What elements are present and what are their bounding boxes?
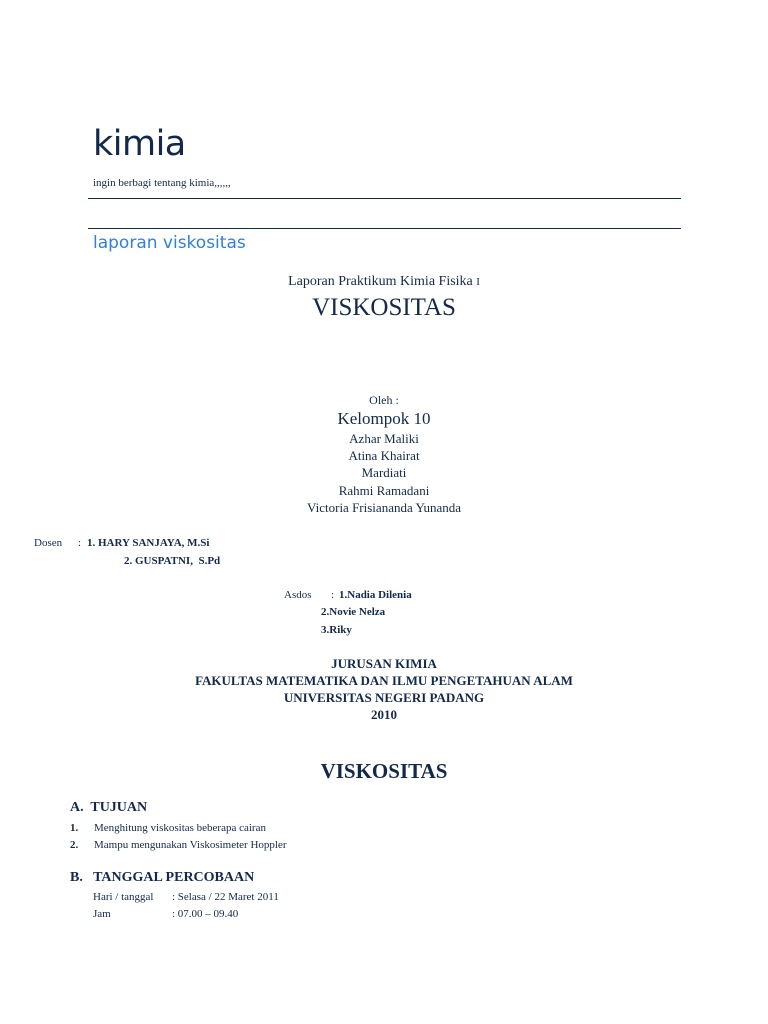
report-label-text: Laporan Praktikum Kimia Fisika bbox=[288, 274, 473, 289]
tanggal-row-2-value: : 07.00 – 09.40 bbox=[172, 908, 239, 920]
member-4: Rahmi Ramadani bbox=[338, 483, 430, 498]
tujuan-item-1-number: 1. bbox=[70, 822, 79, 834]
post-title[interactable]: laporan viskositas bbox=[93, 233, 246, 253]
tanggal-row-2-label: Jam bbox=[93, 908, 111, 920]
tujuan-heading: A. TUJUAN bbox=[70, 800, 148, 815]
tanggal-row-1-label: Hari / tanggal bbox=[93, 891, 154, 903]
member-5: Victoria Frisiananda Yunanda bbox=[307, 500, 461, 515]
tujuan-item-2 bbox=[70, 839, 287, 851]
institution-year: 2010 bbox=[371, 707, 397, 722]
tanggal-heading: B. TANGGAL PERCOBAAN bbox=[70, 870, 255, 885]
group-name: Kelompok 10 bbox=[337, 409, 431, 428]
member-2: Atina Khairat bbox=[348, 448, 420, 463]
member-3: Mardiati bbox=[361, 465, 407, 480]
section-title: VISKOSITAS bbox=[320, 759, 448, 783]
asdos-label: Asdos bbox=[284, 589, 312, 601]
dosen-label: Dosen bbox=[34, 537, 63, 549]
member-1: Azhar Maliki bbox=[349, 431, 419, 446]
blog-tagline: ingin berbagi tentang kimia,,,,,, bbox=[93, 177, 231, 189]
dosen-2: 2. GUSPATNI, S.Pd bbox=[124, 555, 221, 567]
header-divider-top bbox=[88, 198, 681, 199]
institution-block bbox=[0, 655, 768, 723]
report-main-title: VISKOSITAS bbox=[312, 294, 456, 321]
dosen-separator: : bbox=[78, 537, 82, 549]
dosen-1: 1. HARY SANJAYA, M.Si bbox=[87, 537, 210, 549]
tujuan-item-1-text: Menghitung viskositas beberapa cairan bbox=[94, 822, 266, 834]
report-label-suffix: I bbox=[476, 276, 480, 288]
asdos-separator: : bbox=[331, 589, 335, 601]
asdos-1: 1.Nadia Dilenia bbox=[339, 589, 412, 601]
tujuan-item-2-text: Mampu mengunakan Viskosimeter Hoppler bbox=[94, 839, 287, 851]
asdos-2: 2.Novie Nelza bbox=[321, 606, 386, 618]
header-divider-bottom bbox=[88, 228, 681, 229]
institution-university: UNIVERSITAS NEGERI PADANG bbox=[283, 690, 485, 705]
institution-faculty: FAKULTAS MATEMATIKA DAN ILMU PENGETAHUAN ALAM bbox=[195, 673, 573, 688]
by-label: Oleh : bbox=[369, 393, 399, 407]
institution-department: JURUSAN KIMIA bbox=[331, 656, 437, 671]
tujuan-item-1 bbox=[70, 822, 266, 834]
tujuan-item-2-number: 2. bbox=[70, 839, 79, 851]
asdos-3: 3.Riky bbox=[321, 624, 352, 636]
report-label bbox=[0, 274, 768, 290]
blog-title[interactable]: kimia bbox=[93, 124, 186, 164]
tanggal-row-1-value: : Selasa / 22 Maret 2011 bbox=[172, 891, 279, 903]
